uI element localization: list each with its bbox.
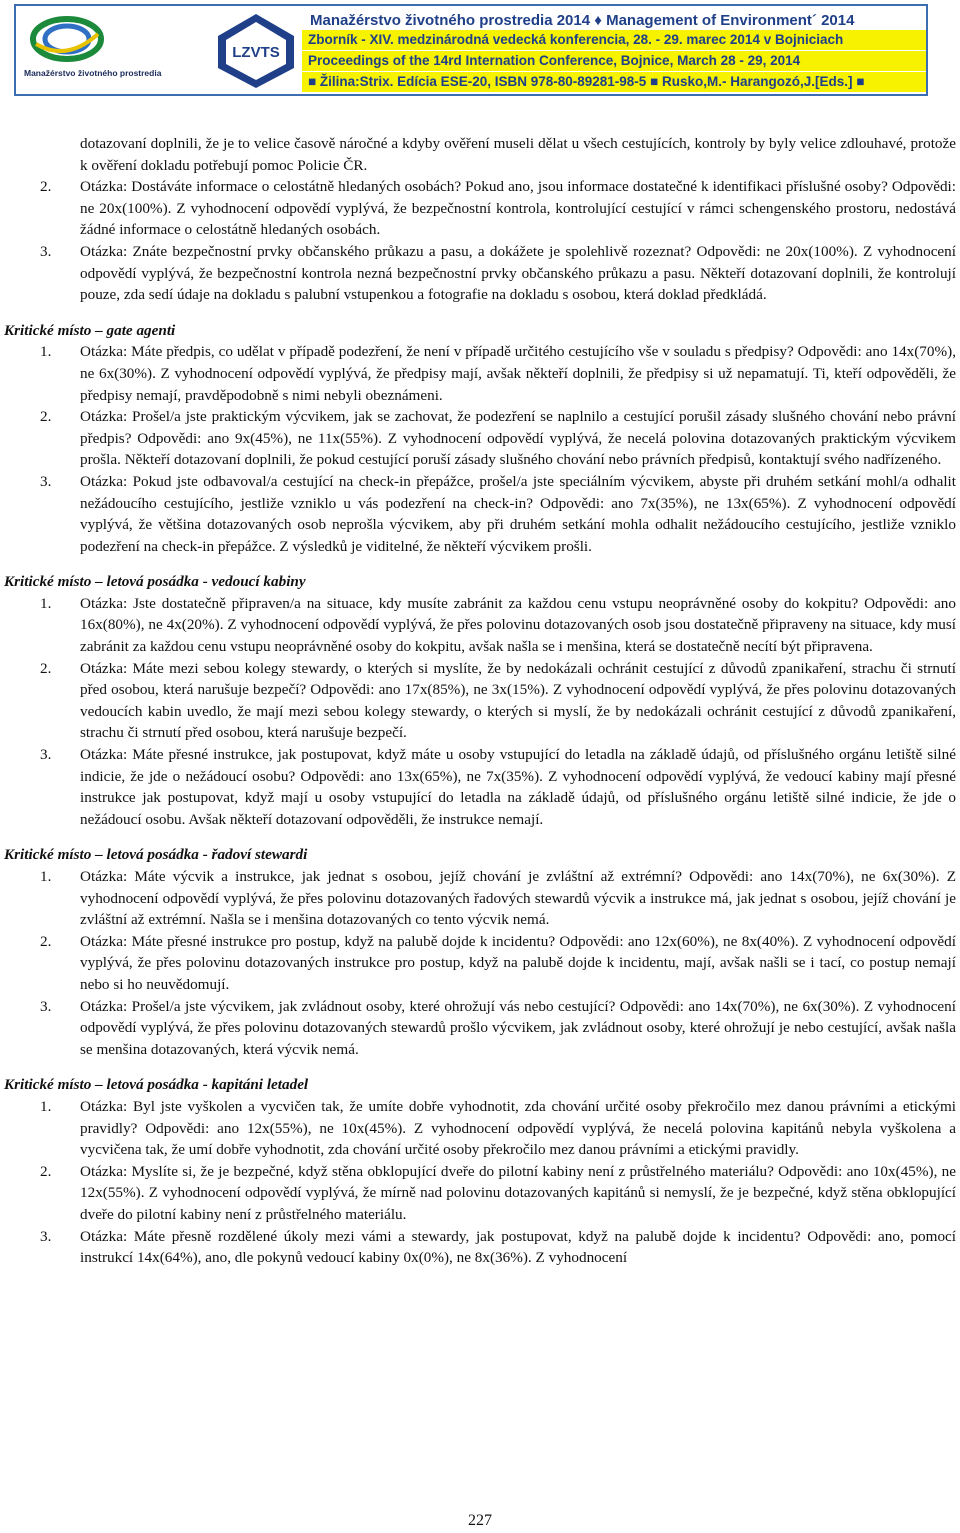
item-number: 3. (40, 997, 52, 1015)
section-heading: Kritické místo – letová posádka - řadoví stewardi (4, 846, 308, 864)
logo-caption: Manažérstvo životného prostredia (24, 68, 162, 78)
item-text: Otázka: Dostáváte informace o celostátně hledaných osobách? Pokud ano, jsou informace dostatečné k identifikaci příslušné osoby? Odpovědi: ne 20x(100%). Z vyhodnocení odpovědí vyplývá, že bezpečnostní kontrola, kontrolující cestující v rámci schengenského prostoru, nedostává žádné informace o celostátně hledaných osobách. (80, 178, 956, 239)
item-text: Otázka: Jste dostatečně připraven/a na situace, kdy musíte zabránit za každou cenu vstupu neoprávněné osoby do kokpitu? Odpovědi: ano 16x(80%), ne 4x(20%). Z vyhodnocení odpovědí vyplývá, že přes polovinu dotazovaných osob jsou dostatečně připraveny na situace, kdy musí zabránit za každou cenu vstupu neoprávněné osoby do kokpitu, avšak našla se i menšina, která se dostatečně necítí být připravena. (80, 594, 956, 656)
item-text: Otázka: Znáte bezpečnostní prvky občanského průkazu a pasu, a dokážete je spolehlivě rozeznat? Odpovědi: ne 20x(100%). Z vyhodnocení odpovědí vyplývá, že bezpečnostní kontrola nezná bezpečnostní prvky občanského průkazu a pasu. Někteří dotazovaní doplnili, že kontrolují pouze, zda sedí údaje na dokladu s palubní vstupenkou a fotografie na dokladu s osobou, která doklad předkládá. (80, 242, 956, 304)
item-text: Otázka: Pokud jste odbavoval/a cestující na check-in přepážce, prošel/a jste speciálním výcvikem, abyste při druhém setkání mohl/a odhalit nežádoucího cestujícího, jestliže vzniklo u vás podezření na check-in? Odpovědi: ano 7x(35%), ne 13x(65%). Z vyhodnocení odpovědí vyplývá, že většina dotazovaných osob neprošla výcvikem, aby při druhém setkání mohla odhalit nežádoucího cestujícího, jestliže vzniklo podezření na check-in přepážce. Z výsledků je viditelné, že někteří výcvikem prošli. (80, 472, 956, 555)
list-item (40, 241, 956, 306)
banner-line-4: ■ Žilina:Strix. Edícia ESE-20, ISBN 978-80-89281-98-5 ■ Rusko,M.- Harangozó,J.[Eds.] ■ (302, 72, 926, 92)
item-number: 2. (40, 408, 52, 426)
item-number: 3. (40, 472, 52, 490)
intro-paragraph: dotazovaní doplnili, že je to velice časově náročné a kdyby ověření museli dělat u všech cestujících, kontroly by byly velice zdlouhavé, protože k ověření dokladu potřebují pomoc Policie ČR. (80, 135, 956, 174)
item-text: Otázka: Myslíte si, že je bezpečné, když stěna obklopující dveře do pilotní kabiny není z průstřelného materiálu? Odpovědi: ano 10x(45%), ne 12x(55%). Z vyhodnocení odpovědí vyplývá, že mírně nad polovinu dotazovaných kapitánů si nemyslí, že je bezpečné, když stěna obklopující dveře do pilotní kabiny není z průstřelného materiálu. (80, 1162, 956, 1223)
banner-title: Manažérstvo životného prostredia 2014 ♦ Management of Environment´ 2014 (310, 12, 855, 29)
item-number: 2. (40, 659, 52, 677)
list-item (40, 176, 956, 241)
item-number: 2. (40, 1162, 52, 1180)
logo-area (16, 6, 302, 94)
banner-line-2: Zborník - XIV. medzinárodná vedecká konferencia, 28. - 29. marec 2014 v Bojniciach (302, 30, 926, 50)
list-item (40, 471, 956, 557)
item-number: 2. (40, 932, 52, 950)
section-heading: Kritické místo – letová posádka - kapitáni letadel (4, 1076, 309, 1094)
list-item (40, 744, 956, 830)
lzvts-badge-icon (216, 12, 296, 90)
item-text: Otázka: Máte výcvik a instrukce, jak jednat s osobou, jejíž chování je zvláštní až extrémní? Odpovědi: ano 14x(70%), ne 6x(30%). Z vyhodnocení odpovědí vyplývá, že přes polovinu dotazovaných řadových stewardů výcvik a instrukce má, jak jednat s osobou, jejíž chování je zvláštní až extrémní. Našla se i menšina dotazovaných co tento výcvik nemá. (80, 868, 956, 929)
item-number: 3. (40, 1227, 52, 1245)
item-text: Otázka: Máte přesné instrukce pro postup, když na palubě dojde k incidentu? Odpovědi: ano 12x(60%), ne 8x(40%). Z vyhodnocení odpovědí vyplývá, že přes polovinu dotazovaných instrukce pro postup, když na palubě dojde k incidentu, mají, avšak našli se i tací, co postup nemají nebo si ho neuvědomují. (80, 932, 956, 993)
list-item (40, 1096, 956, 1161)
list-item (40, 341, 956, 406)
item-text: Otázka: Máte přesně rozdělené úkoly mezi vámi a stewardy, jak postupovat, když na palubě dojde k incidentu? Odpovědi: ano, pomocí instrukcí 14x(64%), ano, dle pokynů vedoucí kabiny 0x(0%), ne 8x(36%). Z vyhodnocení (80, 1227, 956, 1267)
item-text: Otázka: Prošel/a jste praktickým výcvikem, jak se zachovat, že podezření se naplnilo a cestující porušil zásady slušného chování nebo právní předpis? Odpovědi: ano 9x(45%), ne 11x(55%). Z vyhodnocení odpovědí vyplývá, že necelá polovina dotazovaných praktickým výcvikem prošla. Někteří dotazovaní doplnili, že pokud cestující poruší zásady slušného chování nebo právních předpisů, kontaktují svého nadřízeného. (80, 408, 956, 469)
item-number: 2. (40, 178, 52, 196)
list-item (40, 996, 956, 1061)
item-text: Otázka: Máte přesné instrukce, jak postupovat, když máte u osoby vstupující do letadla na základě údajů, od příslušného orgánu letiště silné indicie, že jde o nežádoucí osobu? Odpovědi: ano 13x(65%), ne 7x(35%). Z vyhodnocení odpovědí vyplývá, že vedoucí kabiny mají přesné instrukce jak postupovat, když mají u osoby vstupující do letadla na základě údajů, od příslušného orgánu letiště silné indicie, že jde o nežádoucí osobu. Avšak někteří dotazovaní odpověděli, že instrukce nemají. (80, 746, 956, 828)
item-number: 1. (40, 594, 52, 612)
item-number: 3. (40, 242, 52, 260)
list-item (40, 1161, 956, 1226)
section-heading: Kritické místo – gate agenti (4, 321, 176, 339)
item-number: 1. (40, 1097, 52, 1115)
banner-text (302, 6, 926, 94)
list-item (40, 931, 956, 996)
list-item (40, 593, 956, 658)
globe-logo-icon (28, 14, 106, 64)
item-text: Otázka: Byl jste vyškolen a vycvičen tak, že umíte dobře vyhodnotit, zda chování určité osoby překročilo mez danou právními a etickými pravidly? Odpovědi: ano 12x(55%), ne 10x(45%). Z vyhodnocení odpovědí vyplývá, že necelá polovina kapitánů nebyla vyškolena a vycvičena tak, že umí dobře vyhodnotit, zda chování určité osoby překročilo mez danou právními a etickými pravidly. (80, 1097, 956, 1159)
item-text: Otázka: Máte předpis, co udělat v případě podezření, že není v případě určitého cestujícího vše v souladu s předpisy? Odpovědi: ano 14x(70%), ne 6x(30%). Z vyhodnocení odpovědí vyplývá, že předpisy mají, avšak někteří doplnili, že předpisy si už nepamatují. Ti, kteří odpověděli, že předpisy nemají, pravděpodobně s nimi nebyli obeznámeni. (80, 343, 956, 404)
list-item (40, 658, 956, 744)
item-text: Otázka: Prošel/a jste výcvikem, jak zvládnout osoby, které ohrožují vás nebo cestující? Odpovědi: ano 14x(70%), ne 6x(30%). Z vyhodnocení odpovědí vyplývá, že přes polovinu dotazovaných stewardů prošlo výcvikem, jak zvládnout osoby, které ohrožují je nebo cestující, avšak našla se menšina dotazovaných, která výcvik nemá. (80, 997, 956, 1058)
item-number: 1. (40, 868, 52, 885)
banner-line-3: Proceedings of the 14rd Internation Conference, Bojnice, March 28 - 29, 2014 (302, 51, 926, 71)
page-number: 227 (468, 1512, 492, 1529)
list-item (40, 406, 956, 471)
list-item (40, 1226, 956, 1269)
list-item (40, 866, 956, 931)
article-body (0, 133, 960, 1269)
badge-text: LZVTS (232, 44, 280, 61)
item-number: 1. (40, 343, 52, 361)
item-text: Otázka: Máte mezi sebou kolegy stewardy, o kterých si myslíte, že by nedokázali ochránit cestující z důvodů zpanikaření, strachu či strnutí před osobou, která narušuje bezpečí? Odpovědi: ano 17x(85%), ne 3x(15%). Z vyhodnocení odpovědí vyplývá, že přes polovinu dotazovaných vedoucích kabin uvedlo, že mají mezi sebou kolegy stewardy, o kterých si myslí, že by nedokázali ochránit cestující z důvodů zpanikaření, strachu či strnutí před osobou, která narušuje bezpečí. (80, 659, 956, 742)
item-number: 3. (40, 746, 52, 764)
section-heading: Kritické místo – letová posádka - vedoucí kabiny (4, 573, 306, 591)
conference-banner (14, 4, 928, 96)
